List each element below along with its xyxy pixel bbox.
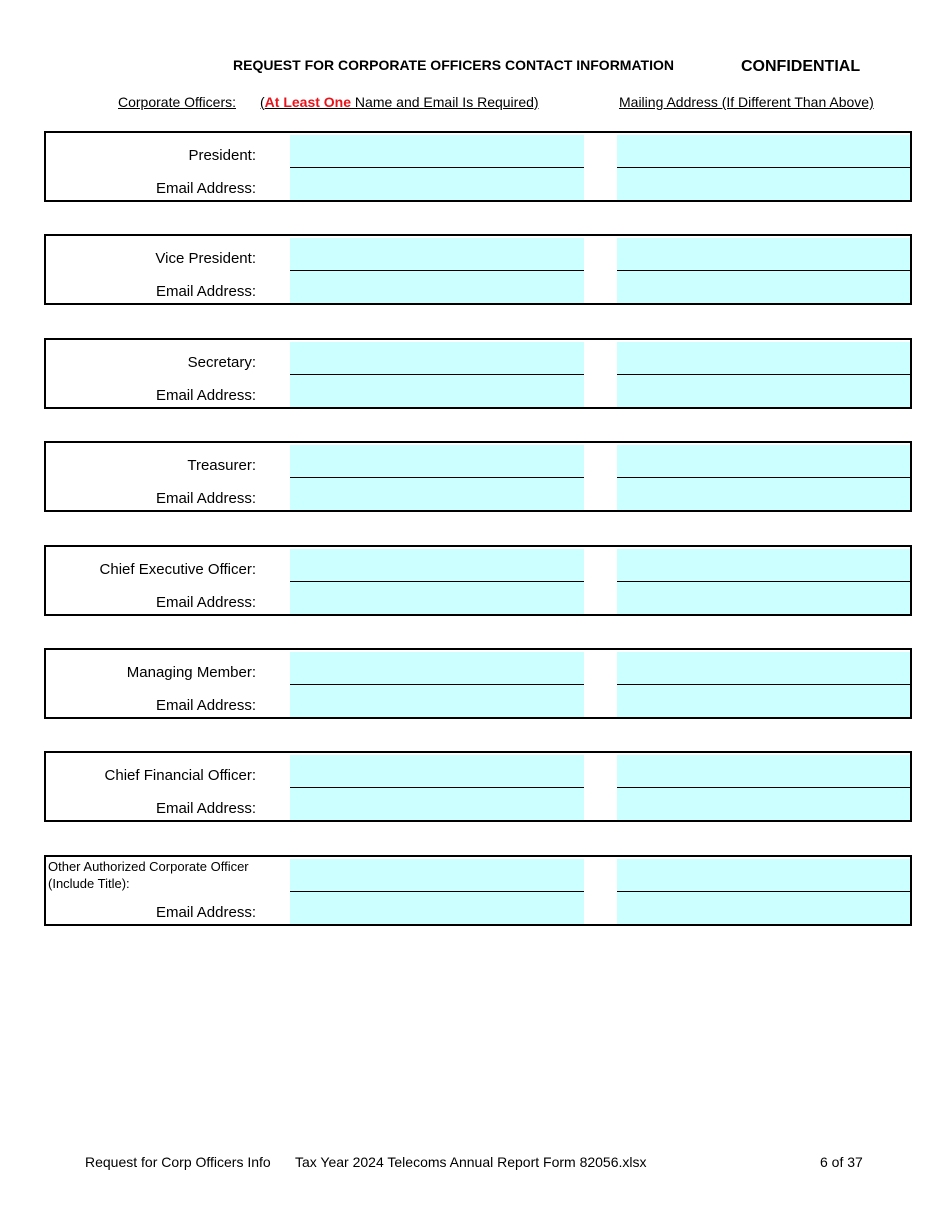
footer-sheet-name: Request for Corp Officers Info <box>85 1154 271 1170</box>
managing-member-email-field[interactable] <box>290 685 584 717</box>
secretary-address-line2-field[interactable] <box>617 375 910 407</box>
officer-block-president <box>44 131 912 202</box>
officer-title-label: President: <box>188 147 256 164</box>
officer-title-label: Treasurer: <box>187 457 256 474</box>
officer-block-treasurer <box>44 441 912 512</box>
email-label: Email Address: <box>155 387 256 404</box>
email-label: Email Address: <box>155 800 256 817</box>
vice-president-email-field[interactable] <box>290 271 584 303</box>
president-address-line2-field[interactable] <box>617 168 910 200</box>
vice-president-address-line2-field[interactable] <box>617 271 910 303</box>
president-name-field[interactable] <box>290 135 584 168</box>
officer-title-label: Chief Financial Officer: <box>104 767 256 784</box>
treasurer-email-field[interactable] <box>290 478 584 510</box>
ceo-name-field[interactable] <box>290 549 584 582</box>
officer-block-other <box>44 855 912 926</box>
ceo-email-field[interactable] <box>290 582 584 614</box>
confidential-label: CONFIDENTIAL <box>741 58 861 75</box>
ceo-address-line2-field[interactable] <box>617 582 910 614</box>
ceo-address-line1-field[interactable] <box>617 549 910 582</box>
president-address-line1-field[interactable] <box>617 135 910 168</box>
cfo-address-line1-field[interactable] <box>617 755 910 788</box>
officer-title-label: Secretary: <box>187 354 256 371</box>
vice-president-name-field[interactable] <box>290 238 584 271</box>
officer-block-managing-member <box>44 648 912 719</box>
email-label: Email Address: <box>155 490 256 507</box>
vice-president-address-line1-field[interactable] <box>617 238 910 271</box>
mailing-address-header: Mailing Address (If Different Than Above) <box>619 94 874 110</box>
officer-title-label: Other Authorized Corporate Officer (Include Title): <box>48 859 249 891</box>
email-label: Email Address: <box>155 283 256 300</box>
required-note-prefix: ( <box>260 94 265 110</box>
footer-file-name: Tax Year 2024 Telecoms Annual Report Form 82056.xlsx <box>295 1154 647 1170</box>
other-officer-address-line2-field[interactable] <box>617 892 910 924</box>
secretary-name-field[interactable] <box>290 342 584 375</box>
officer-block-ceo <box>44 545 912 616</box>
treasurer-name-field[interactable] <box>290 445 584 478</box>
other-officer-address-line1-field[interactable] <box>617 859 910 892</box>
email-label: Email Address: <box>155 180 256 197</box>
officer-block-cfo <box>44 751 912 822</box>
page-title: REQUEST FOR CORPORATE OFFICERS CONTACT INFORMATION <box>233 57 674 73</box>
officer-title-label: Chief Executive Officer: <box>99 561 256 578</box>
required-note-highlight: At Least One <box>264 94 352 110</box>
cfo-name-field[interactable] <box>290 755 584 788</box>
corporate-officers-header: Corporate Officers: <box>118 94 237 110</box>
email-label: Email Address: <box>155 904 256 921</box>
treasurer-address-line1-field[interactable] <box>617 445 910 478</box>
officer-title-label: Managing Member: <box>126 664 256 681</box>
required-note <box>260 94 539 110</box>
secretary-email-field[interactable] <box>290 375 584 407</box>
managing-member-address-line1-field[interactable] <box>617 652 910 685</box>
required-note-suffix: Name and Email Is Required) <box>351 94 539 110</box>
officer-block-secretary <box>44 338 912 409</box>
other-officer-email-field[interactable] <box>290 892 584 924</box>
managing-member-address-line2-field[interactable] <box>617 685 910 717</box>
cfo-address-line2-field[interactable] <box>617 788 910 820</box>
officer-block-vice-president <box>44 234 912 305</box>
email-label: Email Address: <box>155 697 256 714</box>
other-officer-name-field[interactable] <box>290 859 584 892</box>
email-label: Email Address: <box>155 594 256 611</box>
secretary-address-line1-field[interactable] <box>617 342 910 375</box>
officer-title-label: Vice President: <box>155 250 256 267</box>
managing-member-name-field[interactable] <box>290 652 584 685</box>
cfo-email-field[interactable] <box>290 788 584 820</box>
footer-page-number: 6 of 37 <box>820 1154 863 1170</box>
president-email-field[interactable] <box>290 168 584 200</box>
treasurer-address-line2-field[interactable] <box>617 478 910 510</box>
